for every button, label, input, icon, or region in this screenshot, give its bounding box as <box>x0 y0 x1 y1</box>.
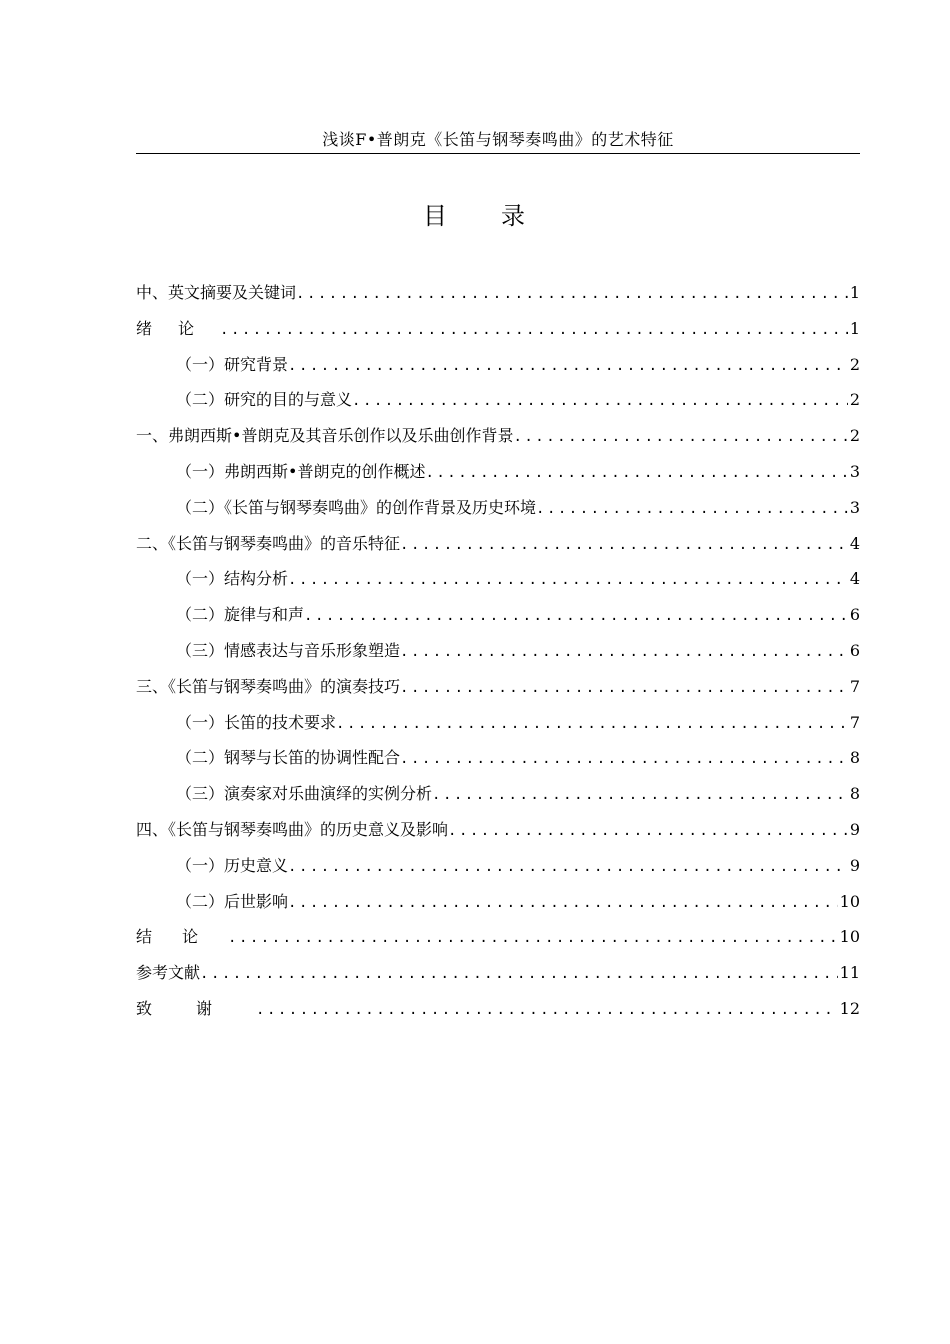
toc-entry-page: 2 <box>849 426 860 446</box>
toc-entry-label: 结论 <box>136 927 229 947</box>
toc-entry-chapter-1-1[interactable] <box>136 456 860 492</box>
toc-entry-page: 10 <box>839 891 860 911</box>
toc-title <box>0 198 950 234</box>
toc-entry-label: （二）钢琴与长笛的协调性配合 <box>176 748 401 768</box>
toc-entry-chapter-4-1[interactable] <box>136 850 860 886</box>
toc-title-char-1: 目 <box>423 202 449 230</box>
toc-entry-chapter-3-2[interactable] <box>136 742 860 778</box>
toc-leader-dots <box>228 922 838 954</box>
toc-leader-dots <box>448 815 848 847</box>
toc-leader-dots <box>352 385 848 417</box>
toc-entry-page: 10 <box>839 927 860 947</box>
toc-entry-page: 1 <box>849 318 860 338</box>
toc-entry-page: 9 <box>849 819 860 839</box>
toc-leader-dots <box>256 994 838 1026</box>
toc-entry-page: 2 <box>849 390 860 410</box>
toc-entry-research-background[interactable] <box>136 349 860 385</box>
toc-leader-dots <box>288 564 848 596</box>
toc-entry-label: （二）后世影响 <box>176 891 289 911</box>
toc-entry-page: 6 <box>849 640 860 660</box>
toc-entry-chapter-3-3[interactable] <box>136 778 860 814</box>
toc-entry-introduction[interactable] <box>136 313 860 349</box>
toc-leader-dots <box>220 314 848 346</box>
toc-entry-chapter-1-2[interactable] <box>136 492 860 528</box>
toc-entry-label: （二）研究的目的与意义 <box>176 390 353 410</box>
toc-entry-chapter-3[interactable] <box>136 671 860 707</box>
toc-entry-chapter-4-2[interactable] <box>136 886 860 922</box>
toc-entry-chapter-4[interactable] <box>136 814 860 850</box>
toc-entry-label: （一）历史意义 <box>176 855 289 875</box>
toc-entry-label: 致谢 <box>136 998 257 1018</box>
toc-leader-dots <box>425 457 847 489</box>
toc-entry-label: （二）旋律与和声 <box>176 605 305 625</box>
toc-leader-dots <box>336 708 848 740</box>
toc-leader-dots <box>296 278 848 310</box>
toc-entry-label: （一）结构分析 <box>176 569 289 589</box>
toc-title-char-2: 录 <box>501 202 527 230</box>
toc-entry-chapter-3-1[interactable] <box>136 707 860 743</box>
toc-entry-page: 2 <box>849 354 860 374</box>
toc-entry-label: 绪论 <box>136 318 221 338</box>
toc-leader-dots <box>513 421 847 453</box>
toc-entry-abstract[interactable] <box>136 277 860 313</box>
toc-entry-page: 6 <box>849 605 860 625</box>
toc-entry-label: （一）研究背景 <box>176 354 289 374</box>
toc-leader-dots <box>400 529 848 561</box>
toc-entry-page: 8 <box>849 748 860 768</box>
toc-entry-page: 7 <box>849 712 860 732</box>
toc-entry-page: 3 <box>849 497 860 517</box>
toc-leader-dots <box>400 743 848 775</box>
toc-entry-page: 11 <box>839 963 860 983</box>
toc-leader-dots <box>200 958 838 990</box>
toc-entry-label: 中、英文摘要及关键词 <box>136 283 297 302</box>
toc-entry-chapter-2[interactable] <box>136 528 860 564</box>
toc-entry-label: （三）演奏家对乐曲演绎的实例分析 <box>176 784 433 804</box>
toc-leader-dots <box>536 493 848 525</box>
toc-entry-label: （一）弗朗西斯•普朗克的创作概述 <box>176 461 426 481</box>
toc-entry-acknowledgements[interactable] <box>136 993 860 1029</box>
toc-entry-conclusion[interactable] <box>136 921 860 957</box>
toc-entry-page: 8 <box>849 784 860 804</box>
toc-entry-label: （三）情感表达与音乐形象塑造 <box>176 640 401 660</box>
running-header: 浅谈F•普朗克《长笛与钢琴奏鸣曲》的艺术特征 <box>322 130 674 149</box>
toc-leader-dots <box>288 887 838 919</box>
toc-leader-dots <box>304 600 848 632</box>
toc-entry-label: （一）长笛的技术要求 <box>176 712 337 732</box>
toc-leader-dots <box>400 672 848 704</box>
toc-entry-page: 1 <box>849 283 860 302</box>
toc-entry-page: 12 <box>839 998 860 1018</box>
toc-leader-dots <box>400 636 848 668</box>
toc-leader-dots <box>288 851 848 883</box>
toc-entry-label: （二）《长笛与钢琴奏鸣曲》的创作背景及历史环境 <box>176 497 537 517</box>
toc-entry-label: 参考文献 <box>136 963 201 983</box>
toc-entry-chapter-2-2[interactable] <box>136 599 860 635</box>
toc-entry-page: 4 <box>849 533 860 553</box>
toc-entry-page: 7 <box>849 676 860 696</box>
toc-entry-label: 三、《长笛与钢琴奏鸣曲》的演奏技巧 <box>136 676 401 696</box>
table-of-contents <box>136 277 860 1029</box>
toc-entry-page: 9 <box>849 855 860 875</box>
toc-entry-page: 3 <box>849 461 860 481</box>
toc-entry-label: 二、《长笛与钢琴奏鸣曲》的音乐特征 <box>136 533 401 553</box>
toc-entry-chapter-2-3[interactable] <box>136 635 860 671</box>
toc-entry-chapter-2-1[interactable] <box>136 563 860 599</box>
toc-entry-label: 一、弗朗西斯•普朗克及其音乐创作以及乐曲创作背景 <box>136 426 514 446</box>
toc-leader-dots <box>288 350 848 382</box>
toc-entry-page: 4 <box>849 569 860 589</box>
toc-entry-chapter-1[interactable] <box>136 420 860 456</box>
header-rule <box>136 153 860 154</box>
toc-entry-research-purpose[interactable] <box>136 384 860 420</box>
toc-entry-references[interactable] <box>136 957 860 993</box>
toc-leader-dots <box>432 779 848 811</box>
toc-entry-label: 四、《长笛与钢琴奏鸣曲》的历史意义及影响 <box>136 819 449 839</box>
